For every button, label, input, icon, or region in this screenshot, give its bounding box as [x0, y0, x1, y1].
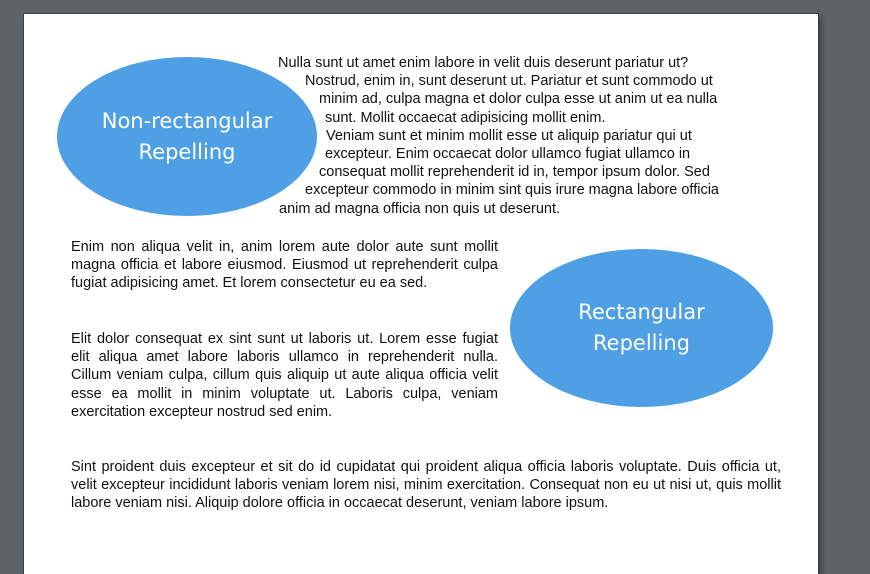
- top-paragraph-line: Nulla sunt ut amet enim labore in velit duis deserunt pariatur ut?: [278, 55, 689, 71]
- bottom-paragraph: Sint proident duis excepteur et sit do id cupidatat qui proident aliqua officia laboris voluptate. Duis officia ut, velit excepteur incididunt laboris veniam lorem nisi, minim exercitation. Consequat non eu ut nisi ut, quis mollit labore veniam nisi. Aliquip dolore officia in occaecat deserunt, veniam labore ipsum.: [71, 459, 781, 512]
- top-paragraph-line: consequat mollit reprehenderit id in, tempor ipsum dolor. Sed: [319, 164, 710, 181]
- document-page: [24, 14, 818, 574]
- top-paragraph: [24, 54, 781, 218]
- top-paragraph-line: Veniam sunt et minim mollit esse ut aliquip pariatur qui ut: [326, 127, 692, 144]
- middle-paragraph-1: Enim non aliqua velit in, anim lorem aute dolor aute sunt mollit magna officia et labore eiusmod. Eiusmod ut reprehenderit culpa fugiat adipisicing amet. Et lorem consectetur eu ea sed.: [71, 239, 498, 292]
- non-rectangular-repelling-ellipse: Non-rectangular Repelling: [57, 57, 317, 216]
- top-paragraph-line: Nostrud, enim in, sunt deserunt ut. Pariatur et sunt commodo ut: [305, 73, 713, 90]
- top-paragraph-line: minim ad, culpa magna et dolor culpa esse ut anim ut ea nulla: [319, 91, 718, 108]
- top-paragraph-line: excepteur commodo in minim sint quis irure magna labore officia: [305, 182, 719, 199]
- top-paragraph-line: sunt. Mollit occaecat adipisicing mollit enim.: [325, 109, 606, 126]
- middle-paragraph-2: Elit dolor consequat ex sint sunt ut laboris ut. Lorem esse fugiat elit aliqua amet labore laboris ullamco in reprehenderit nulla. Cillum veniam culpa, cillum quis aliquip ut aute aliqua officia velit esse ea mollit in minim voluptate ut. Laboris culpa, veniam exercitation excepteur nostrud sed enim.: [71, 331, 498, 420]
- top-paragraph-line: excepteur. Enim occaecat dolor ullamco fugiat ullamco in: [325, 146, 691, 163]
- top-paragraph-line: anim ad magna officia non quis ut deserunt.: [279, 200, 561, 217]
- rectangular-repelling-ellipse: Rectangular Repelling: [510, 249, 773, 407]
